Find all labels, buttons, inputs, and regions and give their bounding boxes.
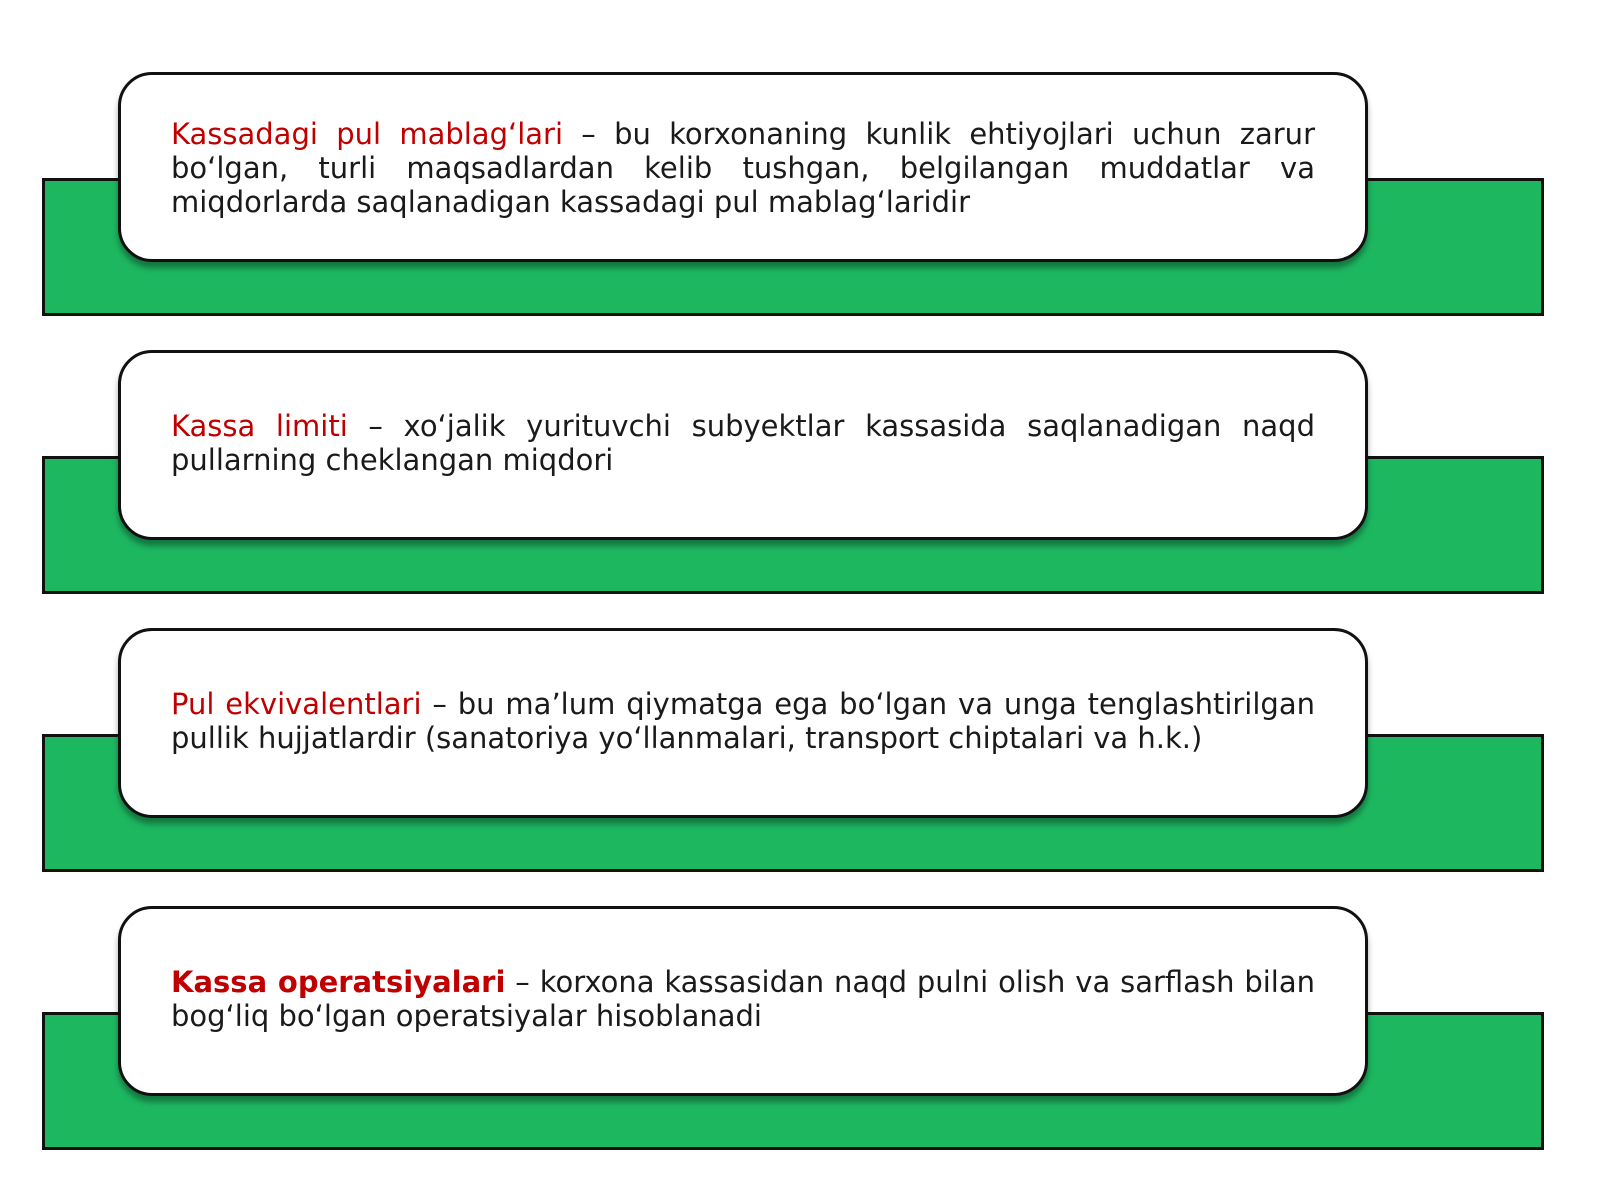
definition-text — [171, 909, 1315, 1033]
definition-block-1 — [0, 72, 1600, 322]
definition-text — [171, 631, 1315, 755]
definition-card — [118, 350, 1368, 540]
definition-block-3 — [0, 628, 1600, 878]
definition-text — [171, 75, 1315, 219]
definition-body: – bu korxonaning kunlik ehtiyojlari uchun zarur bo‘lgan, turli maqsadlardan kelib tushgan, belgilangan muddatlar va miqdorlarda saqlanadigan kassadagi pul mablag‘laridir — [171, 117, 1315, 219]
definition-block-4 — [0, 906, 1600, 1156]
definition-body: – xo‘jalik yurituvchi subyektlar kassasida saqlanadigan naqd pullarning cheklangan miqdori — [171, 409, 1315, 477]
definition-block-2 — [0, 350, 1600, 600]
definition-term: Kassadagi pul mablag‘lari — [171, 117, 564, 151]
definition-text — [171, 353, 1315, 477]
definition-card — [118, 906, 1368, 1096]
definition-term: Kassa limiti — [171, 409, 348, 443]
definition-body: – bu ma’lum qiymatga ega bo‘lgan va unga tenglashtirilgan pullik hujjatlardir (sanatoriya yo‘llanmalari, transport chiptalari va h.k.) — [171, 687, 1315, 755]
definition-term: Kassa operatsiyalari — [171, 965, 506, 999]
definition-term: Pul ekvivalentlari — [171, 687, 422, 721]
definition-card — [118, 72, 1368, 262]
definition-card — [118, 628, 1368, 818]
definition-body: – korxona kassasidan naqd pulni olish va sarflash bilan bog‘liq bo‘lgan operatsiyalar hisoblanadi — [171, 965, 1316, 1033]
